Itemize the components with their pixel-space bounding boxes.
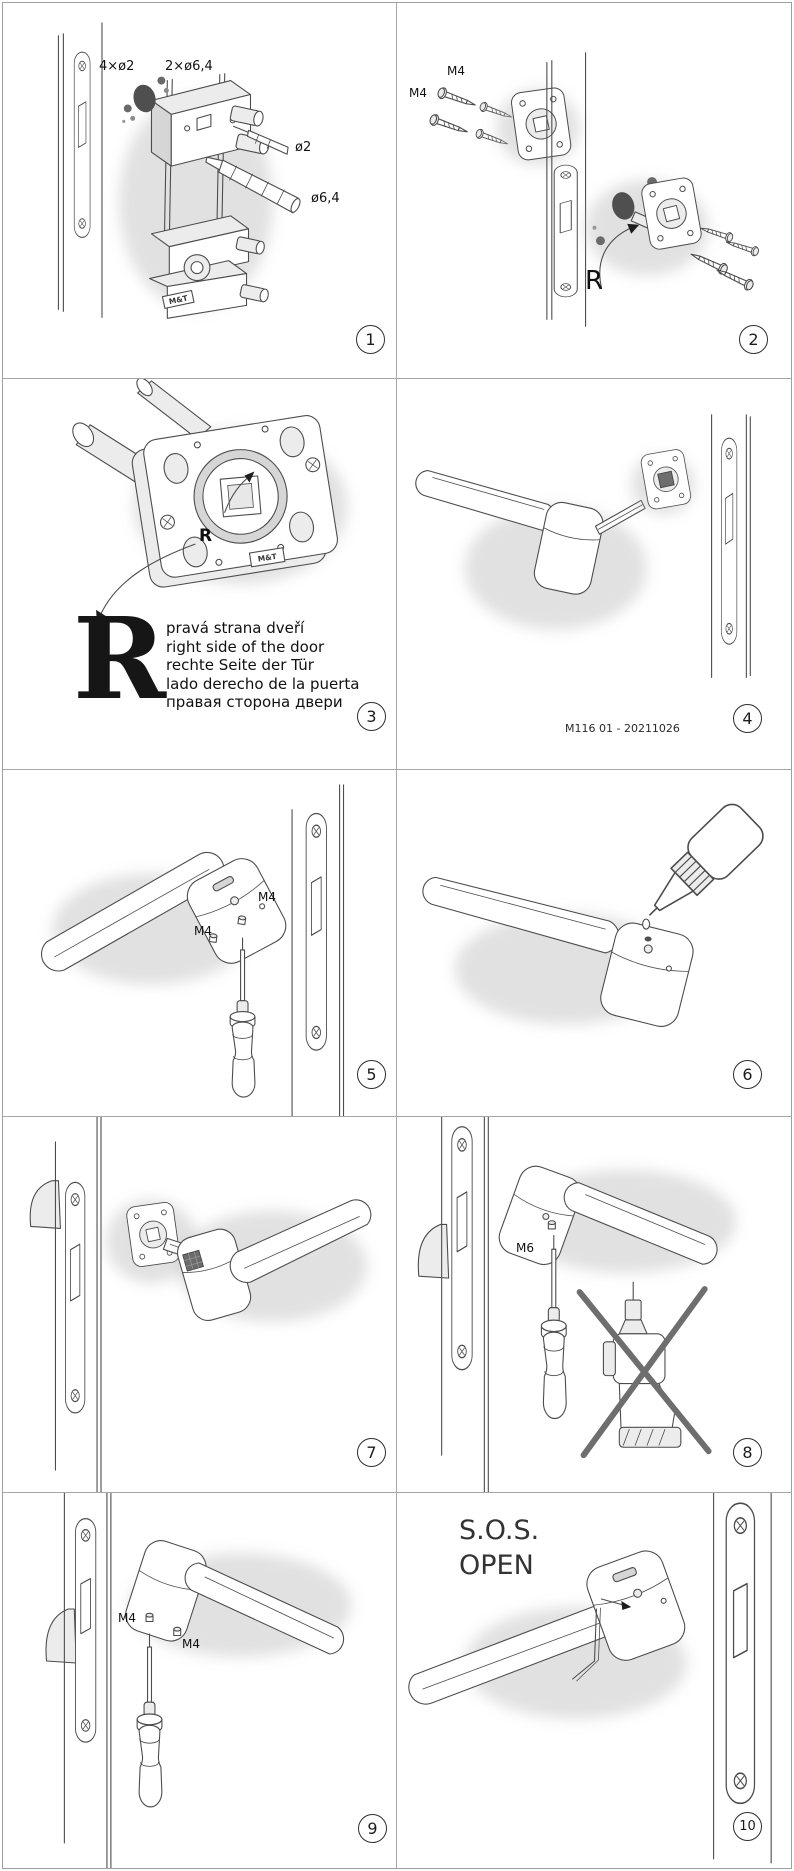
handle <box>416 471 647 630</box>
label-drill-small: ø2 <box>295 140 312 155</box>
step-number: 6 <box>742 1065 753 1084</box>
label-main-holes: 2×ø6,4 <box>165 59 213 74</box>
rosette <box>631 448 695 514</box>
label-screw-top: M4 <box>447 64 465 78</box>
step-number-badge <box>733 704 762 733</box>
label-drill-large: ø6,4 <box>311 191 340 206</box>
label-pilot-holes: 4×ø2 <box>99 59 135 74</box>
step-number-badge <box>357 1060 386 1089</box>
strike-plate <box>554 165 577 297</box>
panel-step-9 <box>3 1493 397 1868</box>
caption-ru: правая сторона двери <box>166 693 343 711</box>
door-edge <box>292 785 343 1116</box>
svg-text:M&T: M&T <box>168 293 189 307</box>
illustration-step-4 <box>397 379 791 769</box>
step-number-badge <box>733 1438 762 1467</box>
strike-plate <box>75 1519 95 1743</box>
step-number: 4 <box>742 709 753 728</box>
handle-underside <box>42 852 293 984</box>
label-grub-screw: M6 <box>516 1241 534 1255</box>
screwdriver <box>137 1634 162 1807</box>
illustration-step-7 <box>3 1117 396 1492</box>
step-number: 1 <box>365 330 376 349</box>
caption-de: rechte Seite der Tür <box>166 656 314 674</box>
rosette-assembly <box>586 176 760 291</box>
label-open: OPEN <box>459 1550 534 1581</box>
label-doc-code: M116 01 - 20211026 <box>565 722 680 735</box>
illustration-step-5 <box>3 770 396 1116</box>
instruction-sheet <box>2 2 792 1869</box>
sub-rosette <box>510 87 572 161</box>
panel-step-1 <box>3 3 397 379</box>
handle <box>121 1536 351 1657</box>
door-edge <box>64 1493 111 1868</box>
panel-step-2 <box>397 3 791 379</box>
step-number-badge <box>357 1438 386 1467</box>
drilling-jig <box>119 74 273 319</box>
strike-plate <box>726 1503 754 1803</box>
step-number-badge <box>733 1060 762 1089</box>
step-number: 5 <box>366 1065 377 1084</box>
panel-step-10 <box>397 1493 791 1868</box>
illustration-step-2 <box>397 3 791 378</box>
door-edge <box>712 415 751 678</box>
illustration-step-10 <box>397 1493 791 1868</box>
illustration-step-6 <box>397 770 791 1116</box>
label-right-orientation: R <box>585 266 604 296</box>
step-number: 3 <box>366 707 377 726</box>
step-number: 9 <box>367 1819 378 1838</box>
caption-en: right side of the door <box>166 637 325 656</box>
label-screw-left: M4 <box>118 1611 136 1625</box>
step-number: 8 <box>742 1443 753 1462</box>
caption-cs: pravá strana dveří <box>166 619 305 637</box>
opposite-handle <box>46 1609 76 1663</box>
mounting-plate <box>129 414 341 589</box>
label-sos: S.O.S. <box>459 1515 540 1546</box>
label-screw-left: M4 <box>194 924 212 938</box>
strike-plate <box>452 1127 472 1370</box>
step-number-badge <box>733 1812 762 1841</box>
handle <box>174 1200 371 1324</box>
step-number-badge <box>356 325 385 354</box>
label-screw-right: M4 <box>182 1637 200 1651</box>
opposite-handle <box>418 1224 448 1278</box>
step-number: 10 <box>739 1819 756 1834</box>
panel-step-3 <box>3 379 397 770</box>
handle <box>409 1546 690 1719</box>
label-screw-left: M4 <box>409 86 427 100</box>
handle <box>494 1161 736 1273</box>
strike-plate <box>66 1182 85 1413</box>
glue-bottle <box>632 799 768 933</box>
orientation-caption <box>166 619 359 712</box>
step-number: 2 <box>748 330 759 349</box>
panel-step-5 <box>3 770 397 1117</box>
glue-drop <box>643 919 650 929</box>
door-edge <box>55 1117 101 1492</box>
strike-plate <box>306 813 326 1050</box>
rosette <box>640 176 702 250</box>
door-edge <box>442 1117 489 1492</box>
panel-step-6 <box>397 770 791 1117</box>
handle <box>423 877 697 1030</box>
door-edge <box>714 1493 772 1863</box>
power-tool-prohibited <box>580 1282 709 1455</box>
step-number-badge <box>739 325 768 354</box>
panel-step-4 <box>397 379 791 770</box>
strike-plate <box>74 52 90 237</box>
step-number-badge <box>358 1814 387 1843</box>
strike-plate <box>721 438 736 644</box>
grub-screw-m6 <box>548 1221 555 1229</box>
door-edge <box>58 23 102 317</box>
svg-text:M&T: M&T <box>257 551 278 564</box>
caption-es: lado derecho de la puerta <box>166 674 360 693</box>
label-screw-right: M4 <box>258 890 276 904</box>
label-orientation-big: R <box>73 594 167 725</box>
illustration-step-9 <box>3 1493 396 1868</box>
panel-step-8 <box>397 1117 791 1493</box>
panel-step-7 <box>3 1117 397 1493</box>
label-orientation-small: R <box>199 526 213 546</box>
step-number-badge <box>357 702 386 731</box>
illustration-step-8 <box>397 1117 791 1492</box>
step-number: 7 <box>366 1443 377 1462</box>
